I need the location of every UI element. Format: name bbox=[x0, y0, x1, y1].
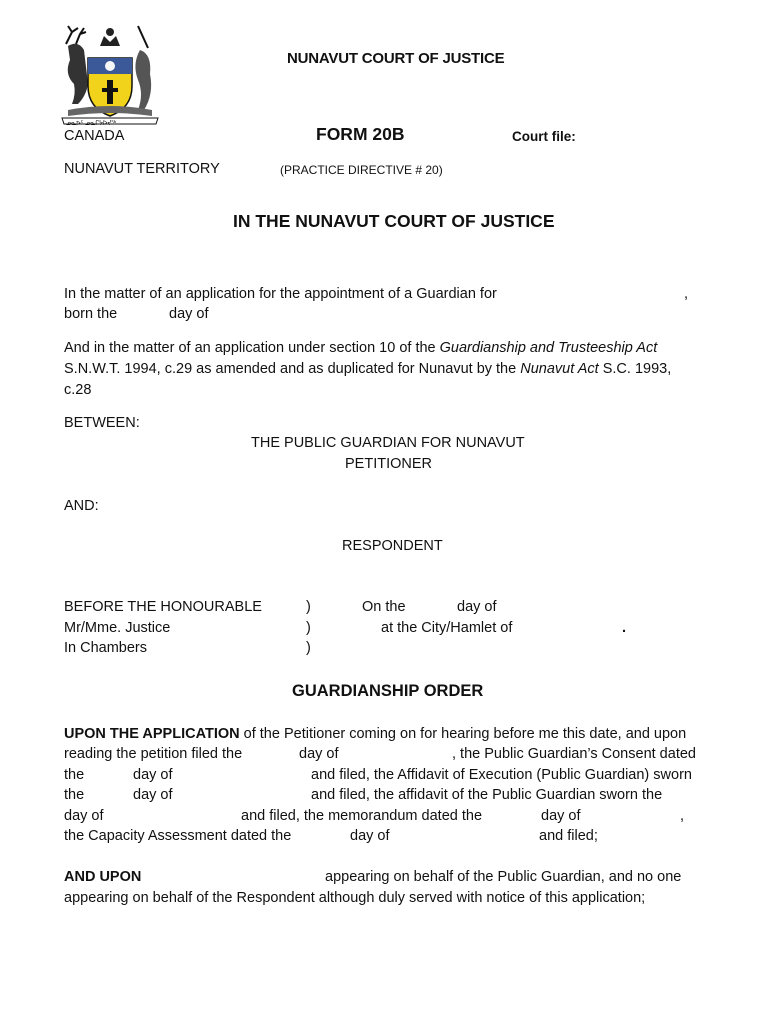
matter-born-the: born the bbox=[64, 306, 118, 322]
upon-line1 bbox=[64, 724, 686, 744]
matter-act-text3: S.C. 1993, bbox=[598, 361, 672, 377]
matter-act-text: And in the matter of an application under section 10 of the bbox=[64, 340, 440, 356]
upon-l3a: the bbox=[64, 767, 85, 783]
court-title: NUNAVUT COURT OF JUSTICE bbox=[287, 50, 505, 67]
nunavut-act-title: Nunavut Act bbox=[520, 361, 599, 377]
order-heading: GUARDIANSHIP ORDER bbox=[292, 682, 484, 700]
petitioner-name: THE PUBLIC GUARDIAN FOR NUNAVUT bbox=[251, 435, 525, 451]
upon-l2b: day of bbox=[299, 746, 339, 762]
nunavut-coat-of-arms-icon bbox=[58, 24, 162, 128]
upon-l5c: day of bbox=[541, 808, 581, 824]
before-justice: Mr/Mme. Justice bbox=[64, 620, 171, 636]
matter-act-line3: c.28 bbox=[64, 382, 92, 398]
main-heading: IN THE NUNAVUT COURT OF JUSTICE bbox=[233, 211, 555, 231]
court-file-label: Court file: bbox=[512, 129, 576, 144]
jurisdiction-nunavut: NUNAVUT TERRITORY bbox=[64, 161, 220, 177]
upon-l6a: the Capacity Assessment dated the bbox=[64, 828, 292, 844]
upon-l4a: the bbox=[64, 787, 85, 803]
upon-l2c: , the Public Guardian’s Consent dated bbox=[452, 746, 696, 762]
upon-l5b: and filed, the memorandum dated the bbox=[241, 808, 483, 824]
matter-guardian-line: In the matter of an application for the appointment of a Guardian for bbox=[64, 286, 497, 302]
guardianship-act-title: Guardianship and Trusteeship Act bbox=[439, 340, 658, 356]
matter-guardian-comma: , bbox=[684, 286, 689, 302]
form-title: FORM 20B bbox=[316, 124, 405, 144]
petitioner-role: PETITIONER bbox=[345, 456, 433, 472]
and-upon-bold: AND UPON bbox=[64, 869, 142, 885]
upon-l6c: and filed; bbox=[539, 828, 598, 844]
hearing-day-of: day of bbox=[457, 599, 497, 615]
and-upon-l2: appearing on behalf of the Respondent although duly served with notice of this application; bbox=[64, 890, 646, 906]
hearing-city: at the City/Hamlet of bbox=[381, 620, 513, 636]
hearing-period: . bbox=[622, 620, 627, 636]
matter-act-line1 bbox=[64, 338, 657, 358]
practice-directive: (PRACTICE DIRECTIVE # 20) bbox=[280, 163, 443, 177]
hearing-on-the: On the bbox=[362, 599, 406, 615]
before-honourable: BEFORE THE HONOURABLE bbox=[64, 599, 262, 615]
matter-born-day-of: day of bbox=[169, 306, 209, 322]
bracket-2: ) bbox=[306, 620, 311, 636]
matter-act-line2 bbox=[64, 359, 671, 379]
upon-l2a: reading the petition filed the bbox=[64, 746, 243, 762]
matter-act-text2: S.N.W.T. 1994, c.29 as amended and as duplicated for Nunavut by the bbox=[64, 361, 521, 377]
before-chambers: In Chambers bbox=[64, 640, 148, 656]
upon-l6b: day of bbox=[350, 828, 390, 844]
upon-l4c: and filed, the affidavit of the Public Guardian sworn the bbox=[311, 787, 663, 803]
and-upon-l1: appearing on behalf of the Public Guardian, and no one bbox=[325, 869, 682, 885]
upon-l4b: day of bbox=[133, 787, 173, 803]
bracket-3: ) bbox=[306, 640, 311, 656]
respondent-role: RESPONDENT bbox=[342, 538, 443, 554]
jurisdiction-canada: CANADA bbox=[64, 128, 125, 144]
upon-l5a: day of bbox=[64, 808, 104, 824]
crest-motto: ᓄᓇᕗᑦ ᓄᓇᒋᔭᐅᔪᖅ bbox=[66, 120, 117, 127]
and-label: AND: bbox=[64, 498, 99, 514]
bracket-1: ) bbox=[306, 599, 311, 615]
upon-application-bold: UPON THE APPLICATION bbox=[64, 726, 240, 742]
upon-line1-text: of the Petitioner coming on for hearing before me this date, and upon bbox=[239, 726, 687, 742]
upon-l3b: day of bbox=[133, 767, 173, 783]
upon-l3c: and filed, the Affidavit of Execution (Public Guardian) sworn bbox=[311, 767, 692, 783]
upon-l5d: , bbox=[680, 808, 685, 824]
between-label: BETWEEN: bbox=[64, 415, 140, 431]
